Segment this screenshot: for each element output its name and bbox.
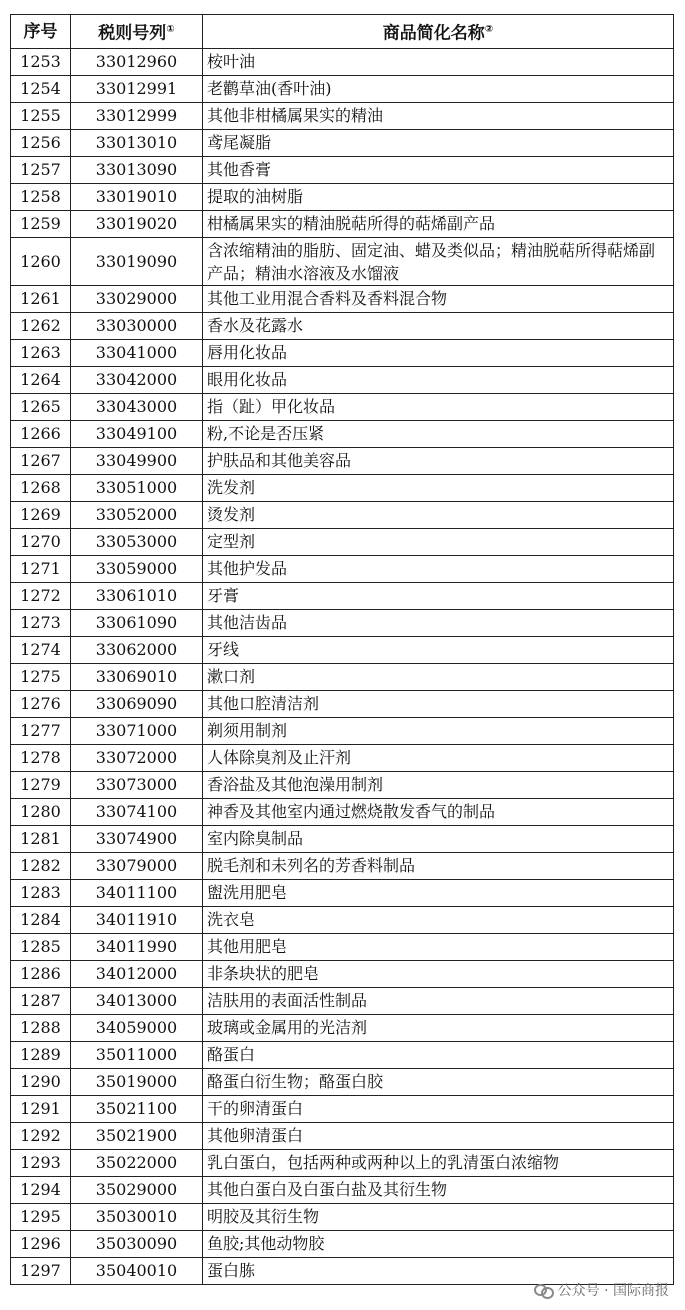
cell-seq: 1264 (11, 367, 71, 394)
cell-name: 酪蛋白 (203, 1042, 674, 1069)
cell-seq: 1271 (11, 556, 71, 583)
table-header-row (11, 15, 674, 49)
cell-seq: 1258 (11, 184, 71, 211)
cell-seq: 1256 (11, 130, 71, 157)
cell-seq: 1287 (11, 988, 71, 1015)
wechat-icon (534, 1283, 552, 1297)
cell-name: 烫发剂 (203, 502, 674, 529)
cell-code: 35011000 (71, 1042, 203, 1069)
cell-code: 33019090 (71, 238, 203, 286)
table-row (11, 157, 674, 184)
cell-seq: 1274 (11, 637, 71, 664)
cell-name: 眼用化妆品 (203, 367, 674, 394)
cell-name: 定型剂 (203, 529, 674, 556)
cell-name: 明胶及其衍生物 (203, 1204, 674, 1231)
table-row (11, 907, 674, 934)
cell-name: 其他用肥皂 (203, 934, 674, 961)
cell-name: 其他洁齿品 (203, 610, 674, 637)
cell-code: 35019000 (71, 1069, 203, 1096)
cell-name: 香水及花露水 (203, 313, 674, 340)
cell-code: 33059000 (71, 556, 203, 583)
footnote-mark-2: ② (484, 23, 494, 35)
table-row (11, 130, 674, 157)
cell-name: 盥洗用肥皂 (203, 880, 674, 907)
table-row (11, 340, 674, 367)
table-row (11, 1042, 674, 1069)
cell-seq: 1253 (11, 49, 71, 76)
cell-code: 33061090 (71, 610, 203, 637)
cell-code: 34012000 (71, 961, 203, 988)
cell-seq: 1260 (11, 238, 71, 286)
table-row (11, 988, 674, 1015)
cell-seq: 1266 (11, 421, 71, 448)
cell-code: 33013010 (71, 130, 203, 157)
cell-name: 其他护发品 (203, 556, 674, 583)
cell-seq: 1254 (11, 76, 71, 103)
cell-seq: 1286 (11, 961, 71, 988)
cell-name: 非条块状的肥皂 (203, 961, 674, 988)
cell-name: 柑橘属果实的精油脱萜所得的萜烯副产品 (203, 211, 674, 238)
cell-name: 其他香膏 (203, 157, 674, 184)
table-row (11, 1096, 674, 1123)
cell-seq: 1283 (11, 880, 71, 907)
cell-seq: 1281 (11, 826, 71, 853)
cell-code: 33049100 (71, 421, 203, 448)
cell-name: 人体除臭剂及止汗剂 (203, 745, 674, 772)
cell-seq: 1290 (11, 1069, 71, 1096)
table-row (11, 1177, 674, 1204)
cell-code: 33029000 (71, 286, 203, 313)
cell-code: 35030010 (71, 1204, 203, 1231)
cell-seq: 1270 (11, 529, 71, 556)
cell-seq: 1289 (11, 1042, 71, 1069)
cell-code: 33071000 (71, 718, 203, 745)
table-row (11, 880, 674, 907)
cell-code: 33042000 (71, 367, 203, 394)
cell-seq: 1296 (11, 1231, 71, 1258)
cell-name: 指（趾）甲化妆品 (203, 394, 674, 421)
cell-name: 鱼胶;其他动物胶 (203, 1231, 674, 1258)
cell-code: 34011910 (71, 907, 203, 934)
cell-code: 33012999 (71, 103, 203, 130)
cell-code: 33012960 (71, 49, 203, 76)
table-row (11, 421, 674, 448)
cell-name: 洗衣皂 (203, 907, 674, 934)
cell-seq: 1268 (11, 475, 71, 502)
footnote-mark-1: ① (166, 23, 175, 35)
cell-seq: 1255 (11, 103, 71, 130)
cell-seq: 1265 (11, 394, 71, 421)
header-seq: 序号 (11, 15, 71, 49)
cell-code: 33079000 (71, 853, 203, 880)
header-name: 商品简化名称② (203, 15, 674, 49)
cell-seq: 1272 (11, 583, 71, 610)
table-row (11, 1204, 674, 1231)
cell-code: 35021100 (71, 1096, 203, 1123)
tariff-table (10, 14, 674, 1285)
table-row (11, 556, 674, 583)
table-row (11, 1231, 674, 1258)
cell-name: 干的卵清蛋白 (203, 1096, 674, 1123)
cell-code: 33053000 (71, 529, 203, 556)
cell-name: 粉,不论是否压紧 (203, 421, 674, 448)
cell-code: 35021900 (71, 1123, 203, 1150)
cell-seq: 1263 (11, 340, 71, 367)
cell-name: 其他卵清蛋白 (203, 1123, 674, 1150)
table-row (11, 934, 674, 961)
cell-seq: 1280 (11, 799, 71, 826)
cell-seq: 1293 (11, 1150, 71, 1177)
cell-name: 室内除臭制品 (203, 826, 674, 853)
cell-seq: 1259 (11, 211, 71, 238)
cell-seq: 1282 (11, 853, 71, 880)
table-row (11, 583, 674, 610)
cell-seq: 1267 (11, 448, 71, 475)
table-row (11, 610, 674, 637)
cell-seq: 1292 (11, 1123, 71, 1150)
table-row (11, 529, 674, 556)
cell-seq: 1273 (11, 610, 71, 637)
cell-code: 33051000 (71, 475, 203, 502)
cell-code: 33073000 (71, 772, 203, 799)
cell-seq: 1261 (11, 286, 71, 313)
cell-code: 33019020 (71, 211, 203, 238)
table-row (11, 826, 674, 853)
cell-seq: 1269 (11, 502, 71, 529)
cell-name: 玻璃或金属用的光洁剂 (203, 1015, 674, 1042)
table-row (11, 475, 674, 502)
table-row (11, 664, 674, 691)
table-row (11, 799, 674, 826)
cell-name: 酪蛋白衍生物；酪蛋白胶 (203, 1069, 674, 1096)
cell-code: 35022000 (71, 1150, 203, 1177)
cell-code: 33041000 (71, 340, 203, 367)
table-row (11, 1150, 674, 1177)
cell-seq: 1276 (11, 691, 71, 718)
cell-name: 蛋白胨 (203, 1258, 674, 1285)
table-row (11, 286, 674, 313)
table-row (11, 691, 674, 718)
cell-seq: 1297 (11, 1258, 71, 1285)
cell-code: 33061010 (71, 583, 203, 610)
cell-seq: 1295 (11, 1204, 71, 1231)
cell-code: 33069090 (71, 691, 203, 718)
cell-seq: 1257 (11, 157, 71, 184)
cell-code: 33074100 (71, 799, 203, 826)
cell-name: 护肤品和其他美容品 (203, 448, 674, 475)
table-row (11, 745, 674, 772)
cell-code: 33049900 (71, 448, 203, 475)
cell-code: 33062000 (71, 637, 203, 664)
cell-code: 33069010 (71, 664, 203, 691)
cell-code: 33019010 (71, 184, 203, 211)
cell-seq: 1291 (11, 1096, 71, 1123)
cell-name: 唇用化妆品 (203, 340, 674, 367)
cell-code: 35030090 (71, 1231, 203, 1258)
cell-code: 33043000 (71, 394, 203, 421)
cell-seq: 1275 (11, 664, 71, 691)
cell-name: 其他口腔清洁剂 (203, 691, 674, 718)
cell-name: 其他非柑橘属果实的精油 (203, 103, 674, 130)
cell-code: 34011100 (71, 880, 203, 907)
cell-name: 提取的油树脂 (203, 184, 674, 211)
cell-seq: 1277 (11, 718, 71, 745)
table-row (11, 49, 674, 76)
table-row (11, 1015, 674, 1042)
table-row (11, 238, 674, 286)
cell-name: 香浴盐及其他泡澡用制剂 (203, 772, 674, 799)
cell-seq: 1278 (11, 745, 71, 772)
cell-seq: 1284 (11, 907, 71, 934)
table-row (11, 718, 674, 745)
cell-name: 桉叶油 (203, 49, 674, 76)
table-row (11, 961, 674, 988)
cell-code: 33030000 (71, 313, 203, 340)
table-row (11, 103, 674, 130)
cell-name: 洗发剂 (203, 475, 674, 502)
cell-code: 34011990 (71, 934, 203, 961)
cell-seq: 1262 (11, 313, 71, 340)
watermark-text: 公众号 · 国际商报 (557, 1283, 669, 1299)
cell-code: 34059000 (71, 1015, 203, 1042)
cell-seq: 1288 (11, 1015, 71, 1042)
table-row (11, 313, 674, 340)
cell-name: 牙线 (203, 637, 674, 664)
cell-seq: 1279 (11, 772, 71, 799)
cell-name: 牙膏 (203, 583, 674, 610)
cell-name: 乳白蛋白，包括两种或两种以上的乳清蛋白浓缩物 (203, 1150, 674, 1177)
table-row (11, 211, 674, 238)
cell-seq: 1294 (11, 1177, 71, 1204)
cell-code: 33052000 (71, 502, 203, 529)
cell-code: 33012991 (71, 76, 203, 103)
cell-code: 35040010 (71, 1258, 203, 1285)
cell-code: 34013000 (71, 988, 203, 1015)
table-row (11, 502, 674, 529)
table-row (11, 1123, 674, 1150)
cell-name: 漱口剂 (203, 664, 674, 691)
watermark (534, 1280, 669, 1300)
table-row (11, 76, 674, 103)
table-row (11, 184, 674, 211)
cell-name: 老鹳草油(香叶油) (203, 76, 674, 103)
cell-name: 含浓缩精油的脂肪、固定油、蜡及类似品；精油脱萜所得萜烯副产品；精油水溶液及水馏液 (203, 238, 674, 286)
cell-code: 35029000 (71, 1177, 203, 1204)
cell-name: 洁肤用的表面活性制品 (203, 988, 674, 1015)
table-row (11, 637, 674, 664)
cell-code: 33074900 (71, 826, 203, 853)
cell-seq: 1285 (11, 934, 71, 961)
table-row (11, 853, 674, 880)
cell-code: 33013090 (71, 157, 203, 184)
cell-name: 鸢尾凝脂 (203, 130, 674, 157)
table-row (11, 1069, 674, 1096)
table-row (11, 367, 674, 394)
table-row (11, 772, 674, 799)
table-row (11, 448, 674, 475)
header-code: 税则号列① (71, 15, 203, 49)
table-row (11, 394, 674, 421)
cell-name: 剃须用制剂 (203, 718, 674, 745)
cell-code: 33072000 (71, 745, 203, 772)
cell-name: 其他白蛋白及白蛋白盐及其衍生物 (203, 1177, 674, 1204)
cell-name: 其他工业用混合香料及香料混合物 (203, 286, 674, 313)
cell-name: 神香及其他室内通过燃烧散发香气的制品 (203, 799, 674, 826)
cell-name: 脱毛剂和未列名的芳香料制品 (203, 853, 674, 880)
